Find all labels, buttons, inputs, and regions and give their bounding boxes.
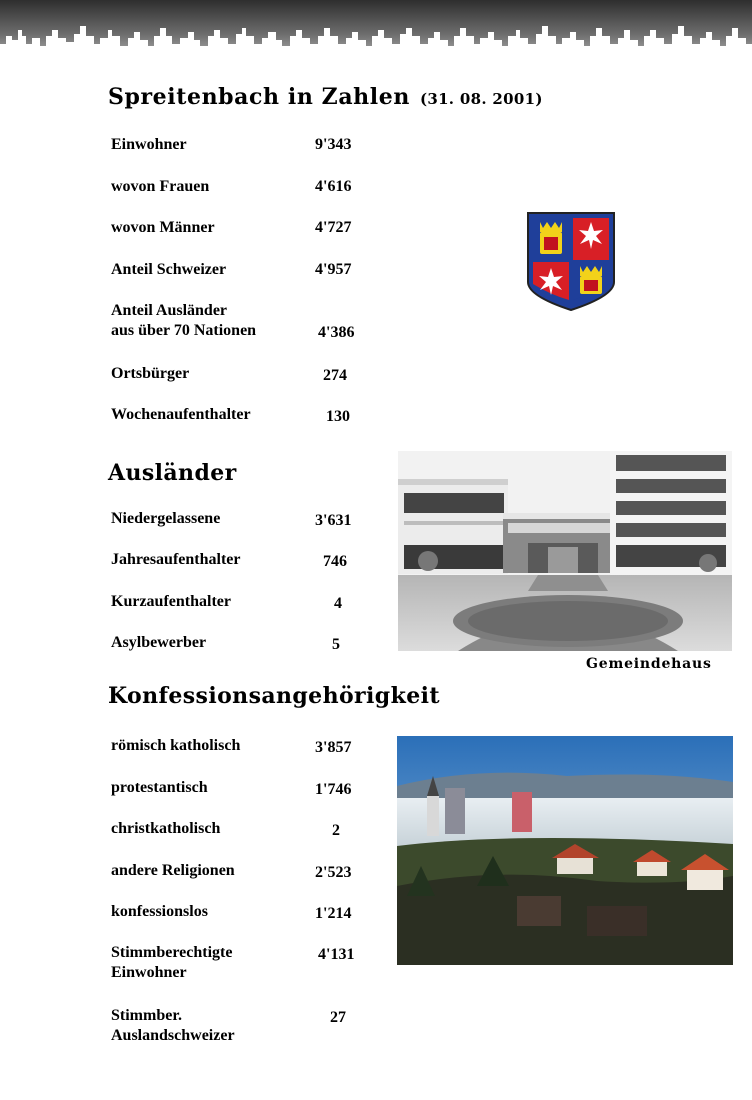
gemeindehaus-photo xyxy=(398,451,732,651)
photo-caption: Gemeindehaus xyxy=(586,656,712,672)
stat-label: Anteil Schweizer xyxy=(111,261,227,278)
stat-value: 2 xyxy=(332,822,340,839)
stat-label-line2: Einwohner xyxy=(111,964,187,981)
stat-value: 2'523 xyxy=(315,864,352,881)
stat-label: andere Religionen xyxy=(111,862,235,879)
stat-label: Jahresaufenthalter xyxy=(111,551,241,568)
skyline-banner xyxy=(0,0,752,62)
village-landscape-photo xyxy=(397,736,733,965)
stat-label: wovon Frauen xyxy=(111,178,210,195)
stat-label: protestantisch xyxy=(111,779,208,796)
title-date: (31. 08. 2001) xyxy=(419,90,543,108)
stat-value: 4'727 xyxy=(315,219,352,236)
stat-value: 5 xyxy=(332,636,340,653)
stat-label: Wochenaufenthalter xyxy=(111,406,251,423)
stat-label: christkatholisch xyxy=(111,820,221,837)
stat-label: Niedergelassene xyxy=(111,510,221,527)
stat-value: 130 xyxy=(326,408,350,425)
stat-value: 3'857 xyxy=(315,739,352,756)
stat-label: Anteil Ausländer xyxy=(111,302,228,319)
stat-label-line2: aus über 70 Nationen xyxy=(111,322,257,339)
stat-label: konfessionslos xyxy=(111,903,208,920)
stat-label: Asylbewerber xyxy=(111,634,207,651)
stat-value: 1'214 xyxy=(315,905,352,922)
stat-label: Stimmberechtigte xyxy=(111,944,233,961)
stat-label: Stimmber. xyxy=(111,1007,182,1024)
stat-label: Kurzaufenthalter xyxy=(111,593,231,610)
section-title-auslaender: Ausländer xyxy=(108,460,237,486)
stat-value: 4 xyxy=(334,595,342,612)
stat-value: 4'386 xyxy=(318,324,355,341)
section-title-konfession: Konfessionsangehörigkeit xyxy=(108,683,440,709)
stat-label: wovon Männer xyxy=(111,219,215,236)
stat-value: 9'343 xyxy=(315,136,352,153)
stat-value: 1'746 xyxy=(315,781,352,798)
stat-value: 4'616 xyxy=(315,178,352,195)
coat-of-arms-icon xyxy=(525,210,617,312)
stat-label-line2: Auslandschweizer xyxy=(111,1027,235,1044)
stat-value: 27 xyxy=(330,1009,346,1026)
stat-value: 3'631 xyxy=(315,512,352,529)
stat-value: 4'957 xyxy=(315,261,352,278)
stat-value: 274 xyxy=(323,367,347,384)
stat-value: 4'131 xyxy=(318,946,355,963)
page-title xyxy=(108,84,543,110)
title-text: Spreitenbach in Zahlen xyxy=(108,84,410,110)
stat-label: römisch katholisch xyxy=(111,737,241,754)
stat-value: 746 xyxy=(323,553,347,570)
stat-label: Ortsbürger xyxy=(111,365,190,382)
stat-label: Einwohner xyxy=(111,136,187,153)
